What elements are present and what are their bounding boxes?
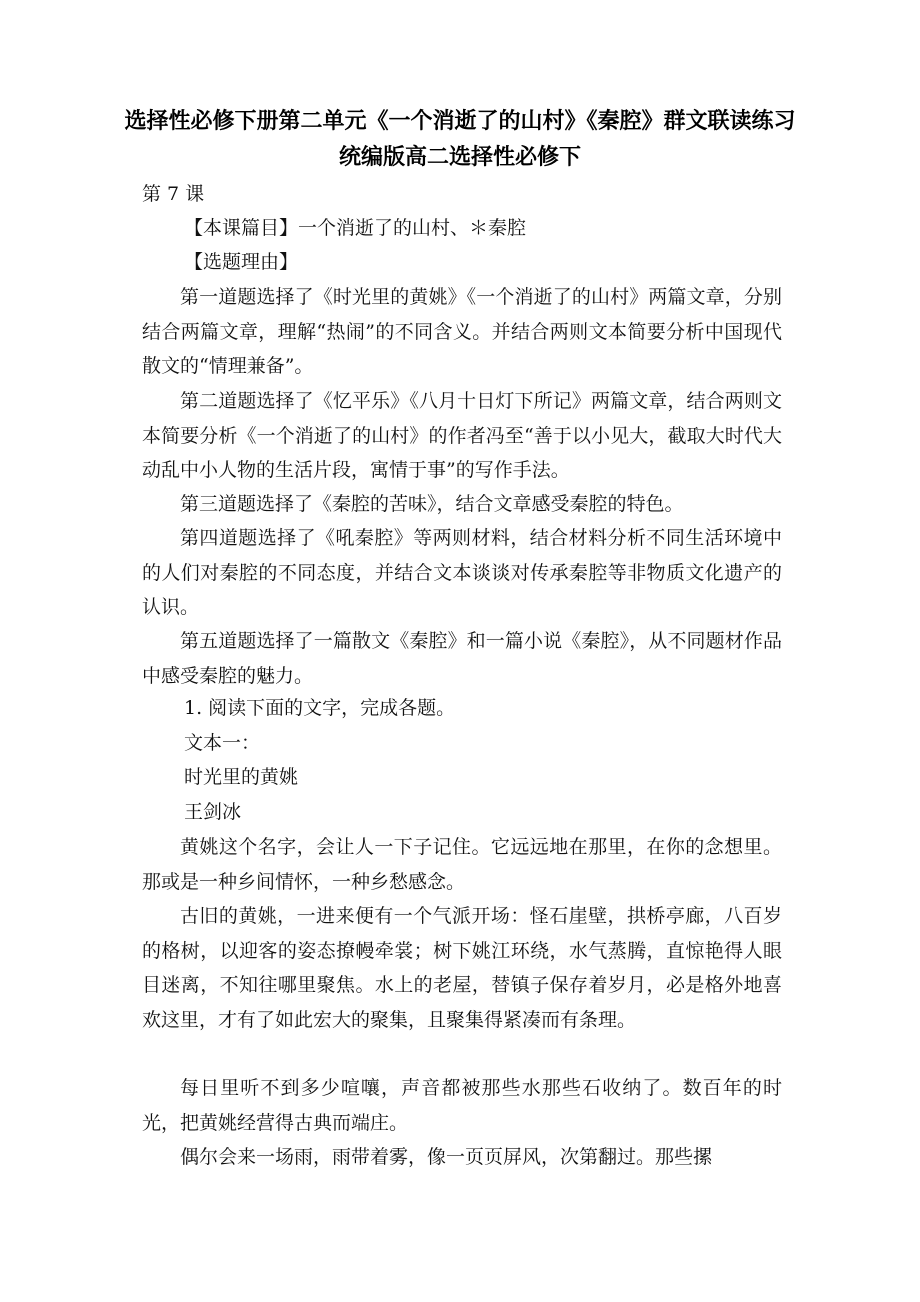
- text-label: 文本一：: [184, 732, 261, 754]
- text-paragraph: 偶尔会来一场雨，雨带着雾，像一页页屏风，次第翻过。那些摞: [180, 1146, 713, 1168]
- text-paragraph: 古旧的黄姚，一进来便有一个气派开场：怪石崖壁，拱桥亭廊，八百岁的格树，以迎客的姿态撩幔牵裳；树下姚江环绕，水气蒸腾，直惊艳得人眼目迷离，不知往哪里聚焦。水上的老屋，替镇子保存着岁月，必是格外地喜欢这里，才有了如此宏大的聚集，且聚集得紧凑而有条理。: [142, 905, 782, 1031]
- reason-paragraph: 第五道题选择了一篇散文《秦腔》和一篇小说《秦腔》，从不同题材作品中感受秦腔的魅力。: [142, 630, 782, 687]
- question-intro: 1. 阅读下面的文字，完成各题。: [184, 697, 456, 719]
- reason-paragraph: 第一道题选择了《时光里的黄姚》《一个消逝了的山村》两篇文章，分别结合两篇文章，理解“热闹”的不同含义。并结合两则文本简要分析中国现代散文的“情理兼备”。: [142, 286, 782, 377]
- reason-heading: 【选题理由】: [184, 251, 299, 273]
- reason-paragraph: 第四道题选择了《吼秦腔》等两则材料，结合材料分析不同生活环境中的人们对秦腔的不同态度，并结合文本谈谈对传承秦腔等非物质文化遗产的认识。: [142, 527, 782, 618]
- text-paragraph: 黄姚这个名字，会让人一下子记住。它远远地在那里，在你的念想里。那或是一种乡间情怀，一种乡愁感念。: [142, 836, 782, 893]
- reason-paragraph: 第三道题选择了《秦腔的苦味》，结合文章感受秦腔的特色。: [180, 493, 684, 515]
- text-title: 时光里的黄姚: [184, 766, 299, 788]
- lesson-number: 第 7 课: [142, 183, 205, 205]
- document-title: 选择性必修下册第二单元《一个消逝了的山村》《秦腔》群文联读练习 统编版高二选择性必修下: [124, 109, 818, 170]
- reason-paragraph: 第二道题选择了《忆平乐》《八月十日灯下所记》两篇文章，结合两则文本简要分析《一个消逝了的山村》的作者冯至“善于以小见大，截取大时代大动乱中小人物的生活片段，寓情于事”的写作手法。: [142, 390, 782, 481]
- lesson-articles: 【本课篇目】一个消逝了的山村、＊秦腔: [184, 217, 527, 239]
- text-paragraph: 每日里听不到多少喧嚷，声音都被那些水那些石收纳了。数百年的时光，把黄姚经营得古典而端庄。: [142, 1077, 782, 1134]
- text-author: 王剑冰: [184, 801, 242, 823]
